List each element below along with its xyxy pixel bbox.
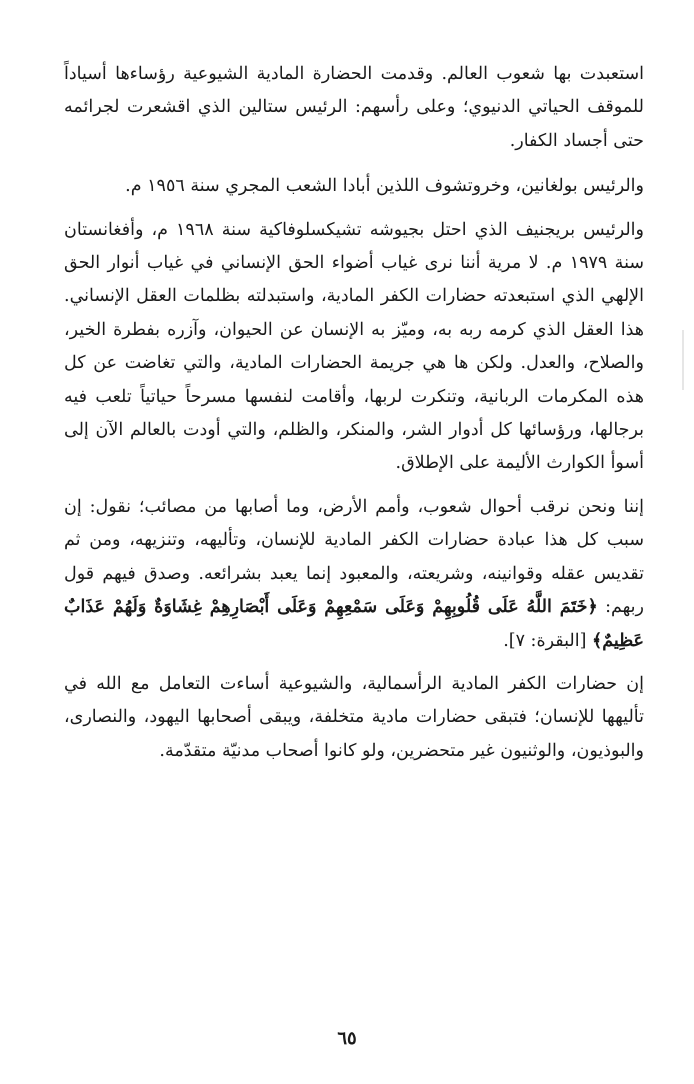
paragraph-5: إن حضارات الكفر المادية الرأسمالية، والشيوعية أساءت التعامل مع الله في تأليهها للإنسان؛ فتبقى حضارات مادية متخلفة، ويبقى أصحابها اليهود، والنصارى، والبوذيون، والوثنيون غير متحضرين، ولو كانوا أصحاب مدنيّة متقدّمة. xyxy=(64,673,644,761)
quran-verse: ﴿خَتَمَ اللَّهُ عَلَى قُلُوبِهِمْ وَعَلَى سَمْعِهِمْ وَعَلَى أَبْصَارِهِمْ غِشَاوَةٌ وَلَهُمْ عَذَابٌ عَظِيمٌ﴾ xyxy=(64,597,644,651)
paragraph-4-text: إننا ونحن نرقب أحوال شعوب، وأمم الأرض، وما أصابها من مصائب؛ نقول: إن سبب كل هذا عبادة حضارات الكفر المادية للإنسان، وتأليهه، وتنزيهه، ومن ثم تقديس عقله وقوانينه، وشريعته، والمعبود إنما يعبد بشرائعه. وصدق فيهم قول ربهم: xyxy=(64,496,644,618)
scan-margin-mark xyxy=(682,330,684,390)
verse-citation: [البقرة: ٧]. xyxy=(503,630,587,651)
body-text xyxy=(64,58,644,778)
page-number: ٦٥ xyxy=(337,1028,357,1049)
paragraph-4 xyxy=(64,491,644,658)
paragraph-1: استعبدت بها شعوب العالم. وقدمت الحضارة المادية الشيوعية رؤساءها أسياداً للموقف الحياتي الدنيوي؛ وعلى رأسهم: الرئيس ستالين الذي اقشعرت لجرائمه حتى أجساد الكفار. xyxy=(64,64,644,151)
paragraph-3: والرئيس بريجنيف الذي احتل بجيوشه تشيكسلوفاكية سنة ١٩٦٨ م، وأفغانستان سنة ١٩٧٩ م. لا مرية أننا نرى غياب أضواء الحق الإنساني في غياب أنوار الحق الإلهي الذي استبعدته حضارات الكفر المادية، واستبدلته بظلمات العقل الإنساني. هذا العقل الذي كرمه ربه به، وميّز به الإنسان عن الحيوان، وآزره بفطرة الخير، والصلاح، والعدل. ولكن ها هي جريمة الحضارات المادية، والتي تغاضت عن كل هذه المكرمات الربانية، وتنكرت لربها، وأقامت لنفسها مسرحاً حياتياً تلعب فيه برجالها، ورؤسائها كل أدوار الشر، والمنكر، والظلم، والتي أودت بالعالم الآن إلى أسوأ الكوارث الأليمة على الإطلاق. xyxy=(64,219,645,474)
paragraph-2: والرئيس بولغانين، وخروتشوف اللذين أبادا الشعب المجري سنة ١٩٥٦ م. xyxy=(125,176,644,197)
